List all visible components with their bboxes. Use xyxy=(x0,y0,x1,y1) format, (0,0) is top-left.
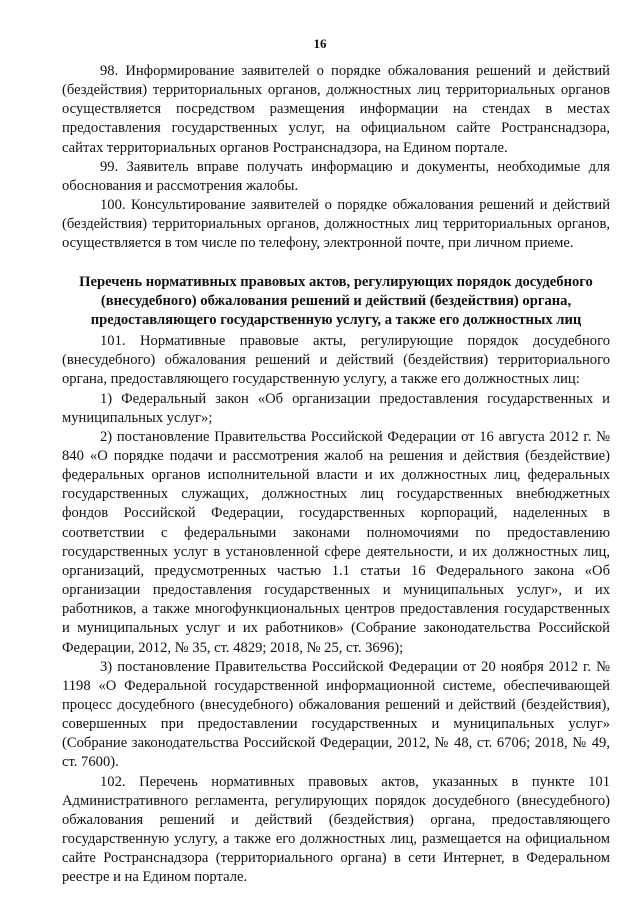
list-item-1: 1) Федеральный закон «Об организации предоставления государственных и муниципальных услуг»; xyxy=(62,390,610,426)
paragraph-99: 99. Заявитель вправе получать информацию и документы, необходимые для обоснования и рассмотрения жалобы. xyxy=(62,158,610,194)
list-item-2: 2) постановление Правительства Российской Федерации от 16 августа 2012 г. № 840 «О порядке подачи и рассмотрения жалоб на решения и действия (бездействие) федеральных органов исполнительной власти и их должностных лиц, федеральных государственных служащих, должностных лиц государственных внебюджетных фондов Российской Федерации, государственных корпораций, наделенных в соответствии с федеральными законами полномочиями по предоставлению государственных услуг в установленной сфере деятельности, и их должностных лиц, организаций, предусмотренных частью 1.1 статьи 16 Федерального закона «Об организации предоставления государственных и муниципальных услуг», и их работников, а также многофункциональных центров предоставления государственных и муниципальных услуг и их работников» (Собрание законодательства Российской Федерации, 2012, № 35, ст. 4829; 2018, № 25, ст. 3696); xyxy=(62,428,610,656)
section-spacer xyxy=(62,254,610,273)
list-item-3: 3) постановление Правительства Российской Федерации от 20 ноября 2012 г. № 1198 «О Федеральной государственной информационной системе, обеспечивающей процесс досудебного (внесудебного) обжалования решений и действий (бездействия), совершенных при предоставлении государственных и муниципальных услуг» (Собрание законодательства Российской Федерации, 2012, № 48, ст. 6706; 2018, № 49, ст. 7600). xyxy=(62,658,610,771)
document-body xyxy=(62,62,610,888)
page-number: 16 xyxy=(313,36,327,51)
paragraph-100: 100. Консультирование заявителей о порядке обжалования решений и действий (бездействия) территориальных органов, должностных лиц территориальных органов, осуществляется в том числе по телефону, электронной почте, при личном приеме. xyxy=(62,197,610,252)
paragraph-102: 102. Перечень нормативных правовых актов, указанных в пункте 101 Административного регламента, регулирующих порядок досудебного (внесудебного) обжалования решений и действий (бездействия) органа, предоставляющего государственную услугу, а также его должностных лиц, размещается на официальном сайте Ространснадзора (территориального органа) в сети Интернет, в Федеральном реестре и на Едином портале. xyxy=(62,773,610,886)
paragraph-101: 101. Нормативные правовые акты, регулирующие порядок досудебного (внесудебного) обжалования решений и действий (бездействия) территориального органа, предоставляющего государственную услугу, а также его должностных лиц: xyxy=(62,333,610,388)
section-heading: Перечень нормативных правовых актов, регулирующих порядок досудебного (внесудебного) обжалования решений и действий (бездействия) органа, предоставляющего государственную услугу, а также его должностных лиц xyxy=(79,273,593,328)
paragraph-98: 98. Информирование заявителей о порядке обжалования решений и действий (бездействия) территориальных органов, должностных лиц территориальных органов осуществляется посредством размещения информации на стендах в местах предоставления государственных услуг, на официальном сайте Ространснадзора, сайтах территориальных органов Ространснадзора, на Едином портале. xyxy=(62,63,610,156)
